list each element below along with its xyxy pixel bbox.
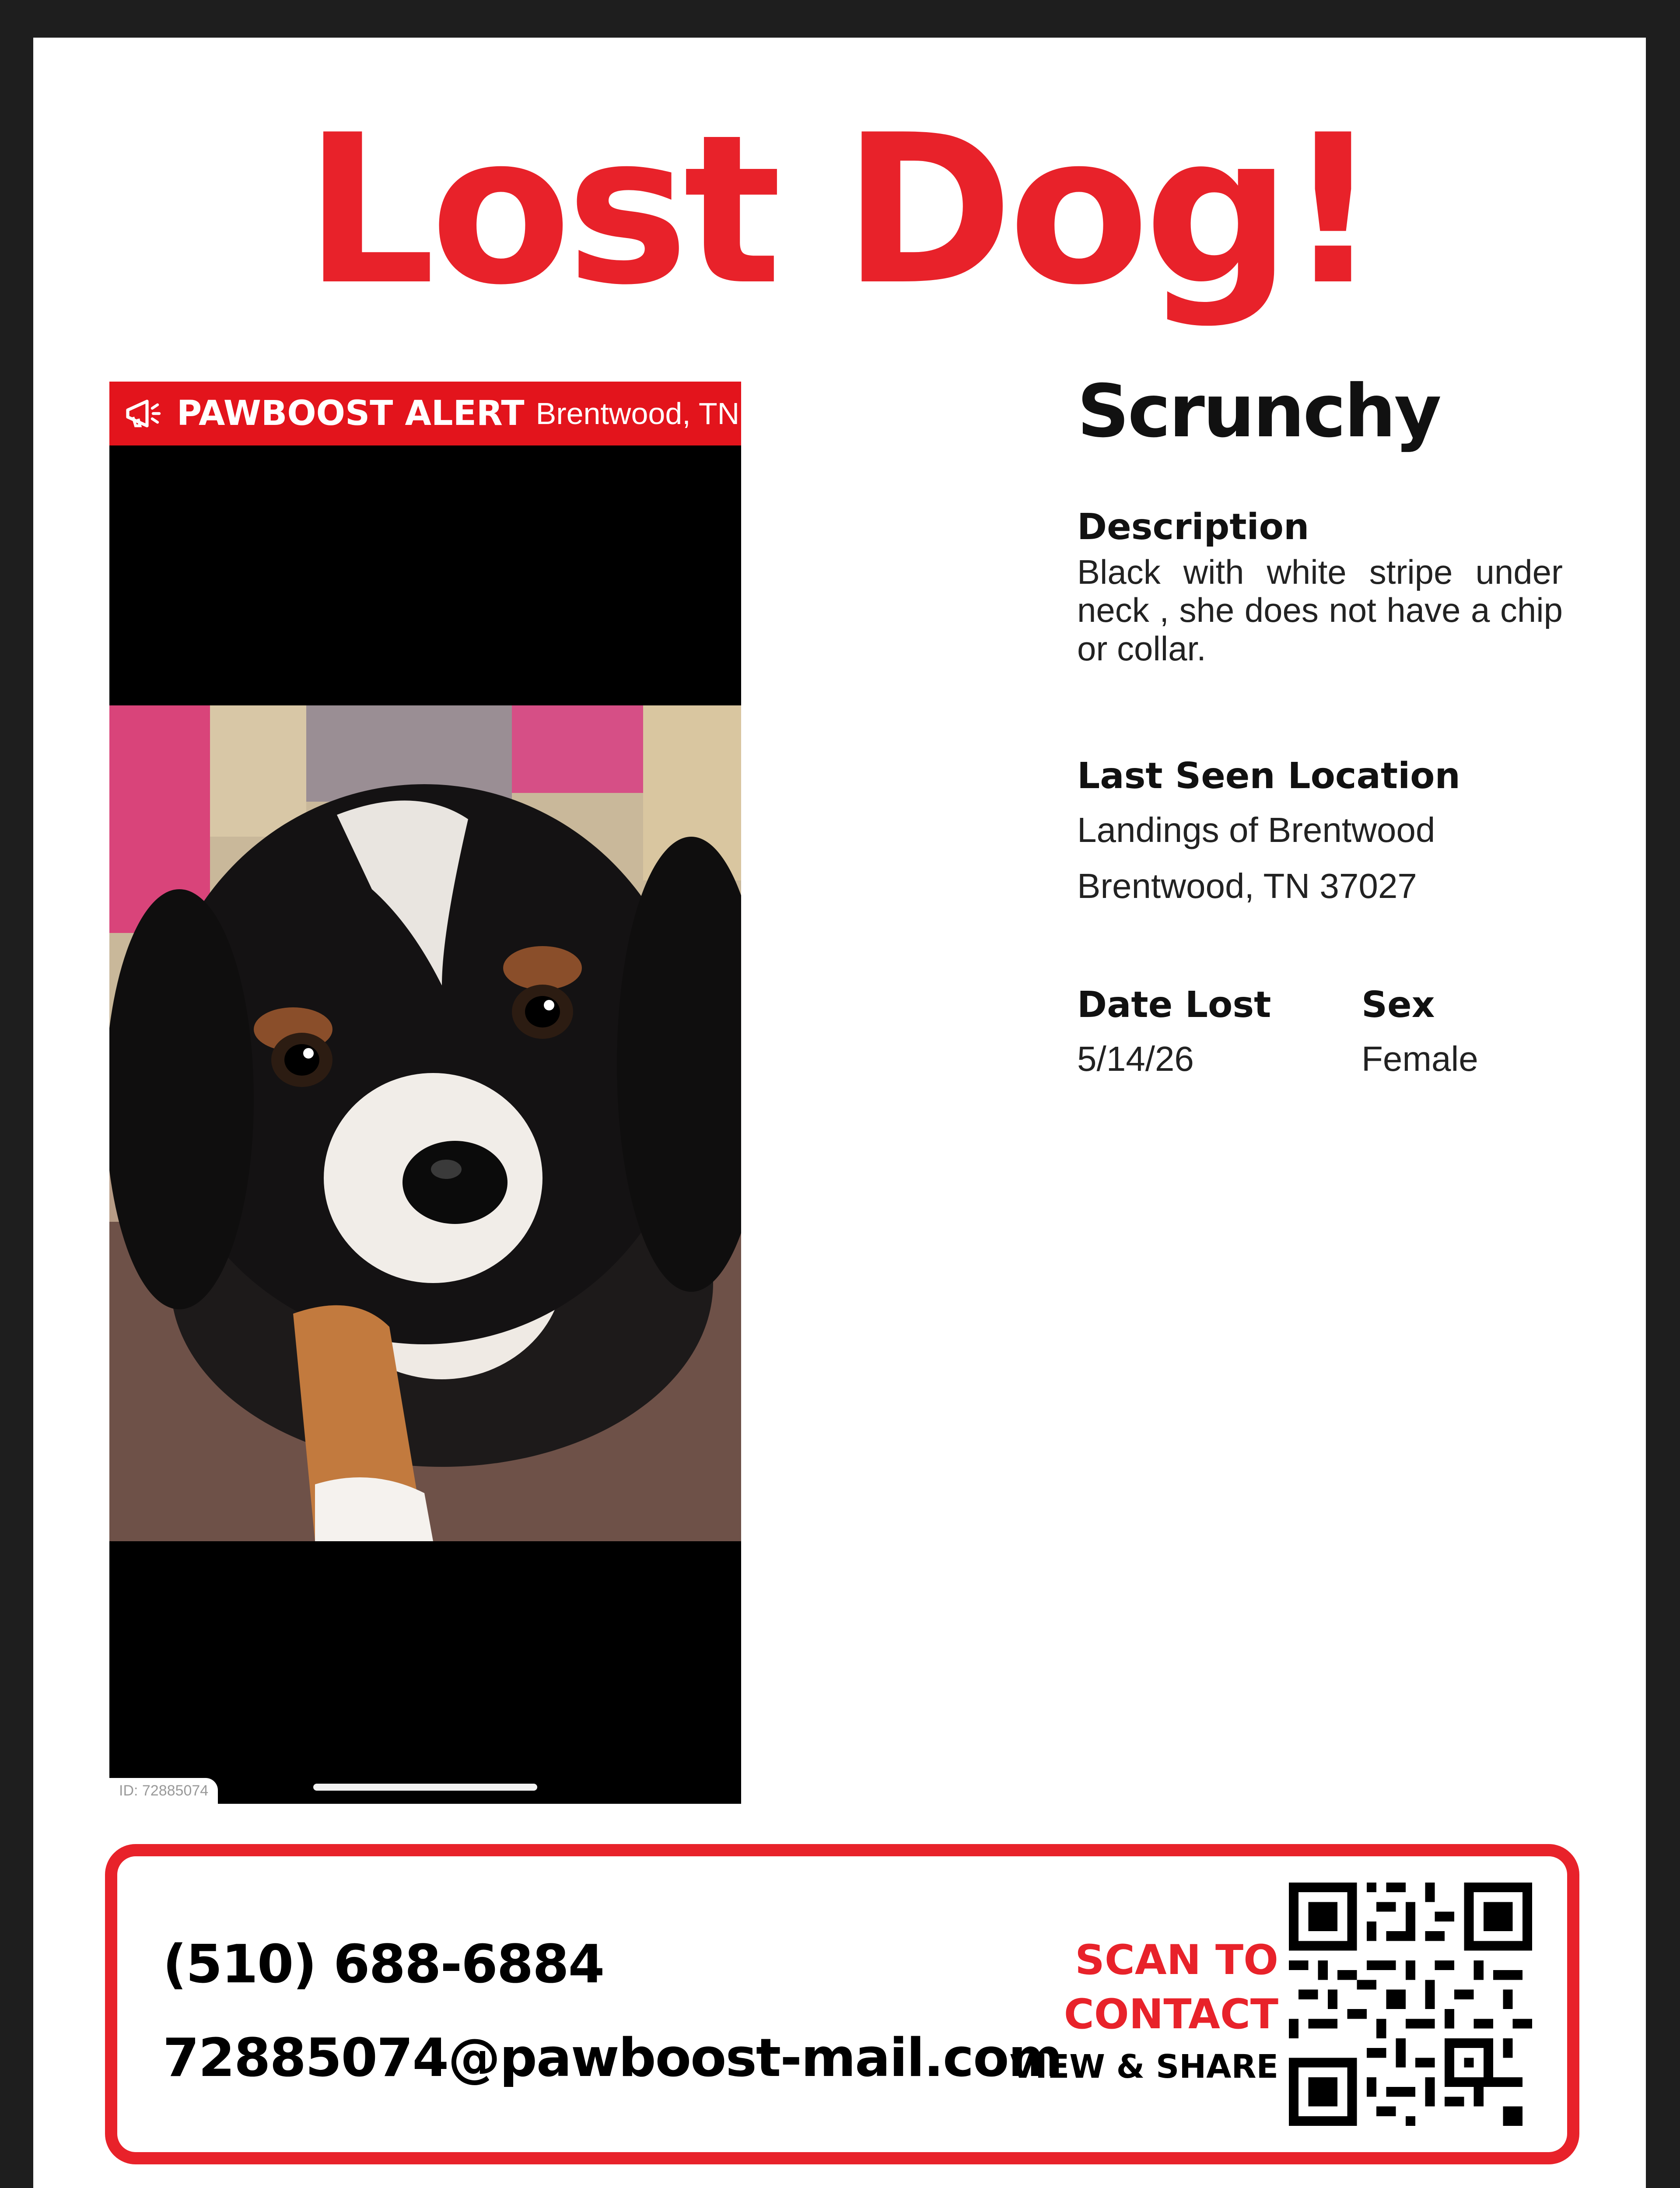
pet-info bbox=[1077, 370, 1563, 1087]
home-indicator bbox=[313, 1784, 537, 1791]
location-line-1: Landings of Brentwood bbox=[1077, 810, 1435, 849]
location-line-2: Brentwood, TN 37027 bbox=[1077, 866, 1417, 905]
alert-bar bbox=[109, 382, 741, 445]
scan-line-2: CONTACT bbox=[1064, 1991, 1278, 2039]
contact-box bbox=[105, 1844, 1579, 2164]
headline: Lost Dog! bbox=[304, 91, 1375, 330]
alert-brand: PAWBOOST ALERT bbox=[177, 394, 525, 433]
location-label: Last Seen Location bbox=[1077, 755, 1460, 797]
description-section bbox=[1077, 506, 1563, 668]
megaphone-icon bbox=[122, 393, 164, 435]
date-value: 5/14/26 bbox=[1077, 1039, 1194, 1078]
qr-code-icon[interactable] bbox=[1289, 1883, 1532, 2126]
pet-name: Scrunchy bbox=[1077, 369, 1440, 454]
date-section bbox=[1077, 984, 1362, 1087]
sex-label: Sex bbox=[1362, 984, 1435, 1026]
alert-location: Brentwood, TN bbox=[536, 396, 740, 431]
sex-section bbox=[1362, 984, 1478, 1087]
email-address[interactable]: 72885074@pawboost-mail.com bbox=[163, 2028, 1062, 2089]
sex-value: Female bbox=[1362, 1039, 1478, 1078]
photo-id: ID: 72885074 bbox=[109, 1778, 218, 1804]
pet-photo-screenshot bbox=[109, 382, 741, 1804]
location-section bbox=[1077, 755, 1563, 914]
dog-photo bbox=[109, 705, 741, 1541]
dog-photo-illustration bbox=[109, 705, 741, 1541]
date-sex-row bbox=[1077, 984, 1563, 1087]
description-text: Black with white stripe under neck , she does not have a chip or collar. bbox=[1077, 552, 1563, 668]
scan-line-1: SCAN TO bbox=[1075, 1936, 1278, 1984]
description-label: Description bbox=[1077, 506, 1309, 548]
phone-number[interactable]: (510) 688-6884 bbox=[163, 1934, 604, 1995]
date-label: Date Lost bbox=[1077, 984, 1271, 1026]
poster-sheet bbox=[33, 38, 1646, 2188]
view-share-label: VIEW & SHARE bbox=[1010, 2048, 1278, 2086]
scan-cta bbox=[1010, 1933, 1278, 2086]
